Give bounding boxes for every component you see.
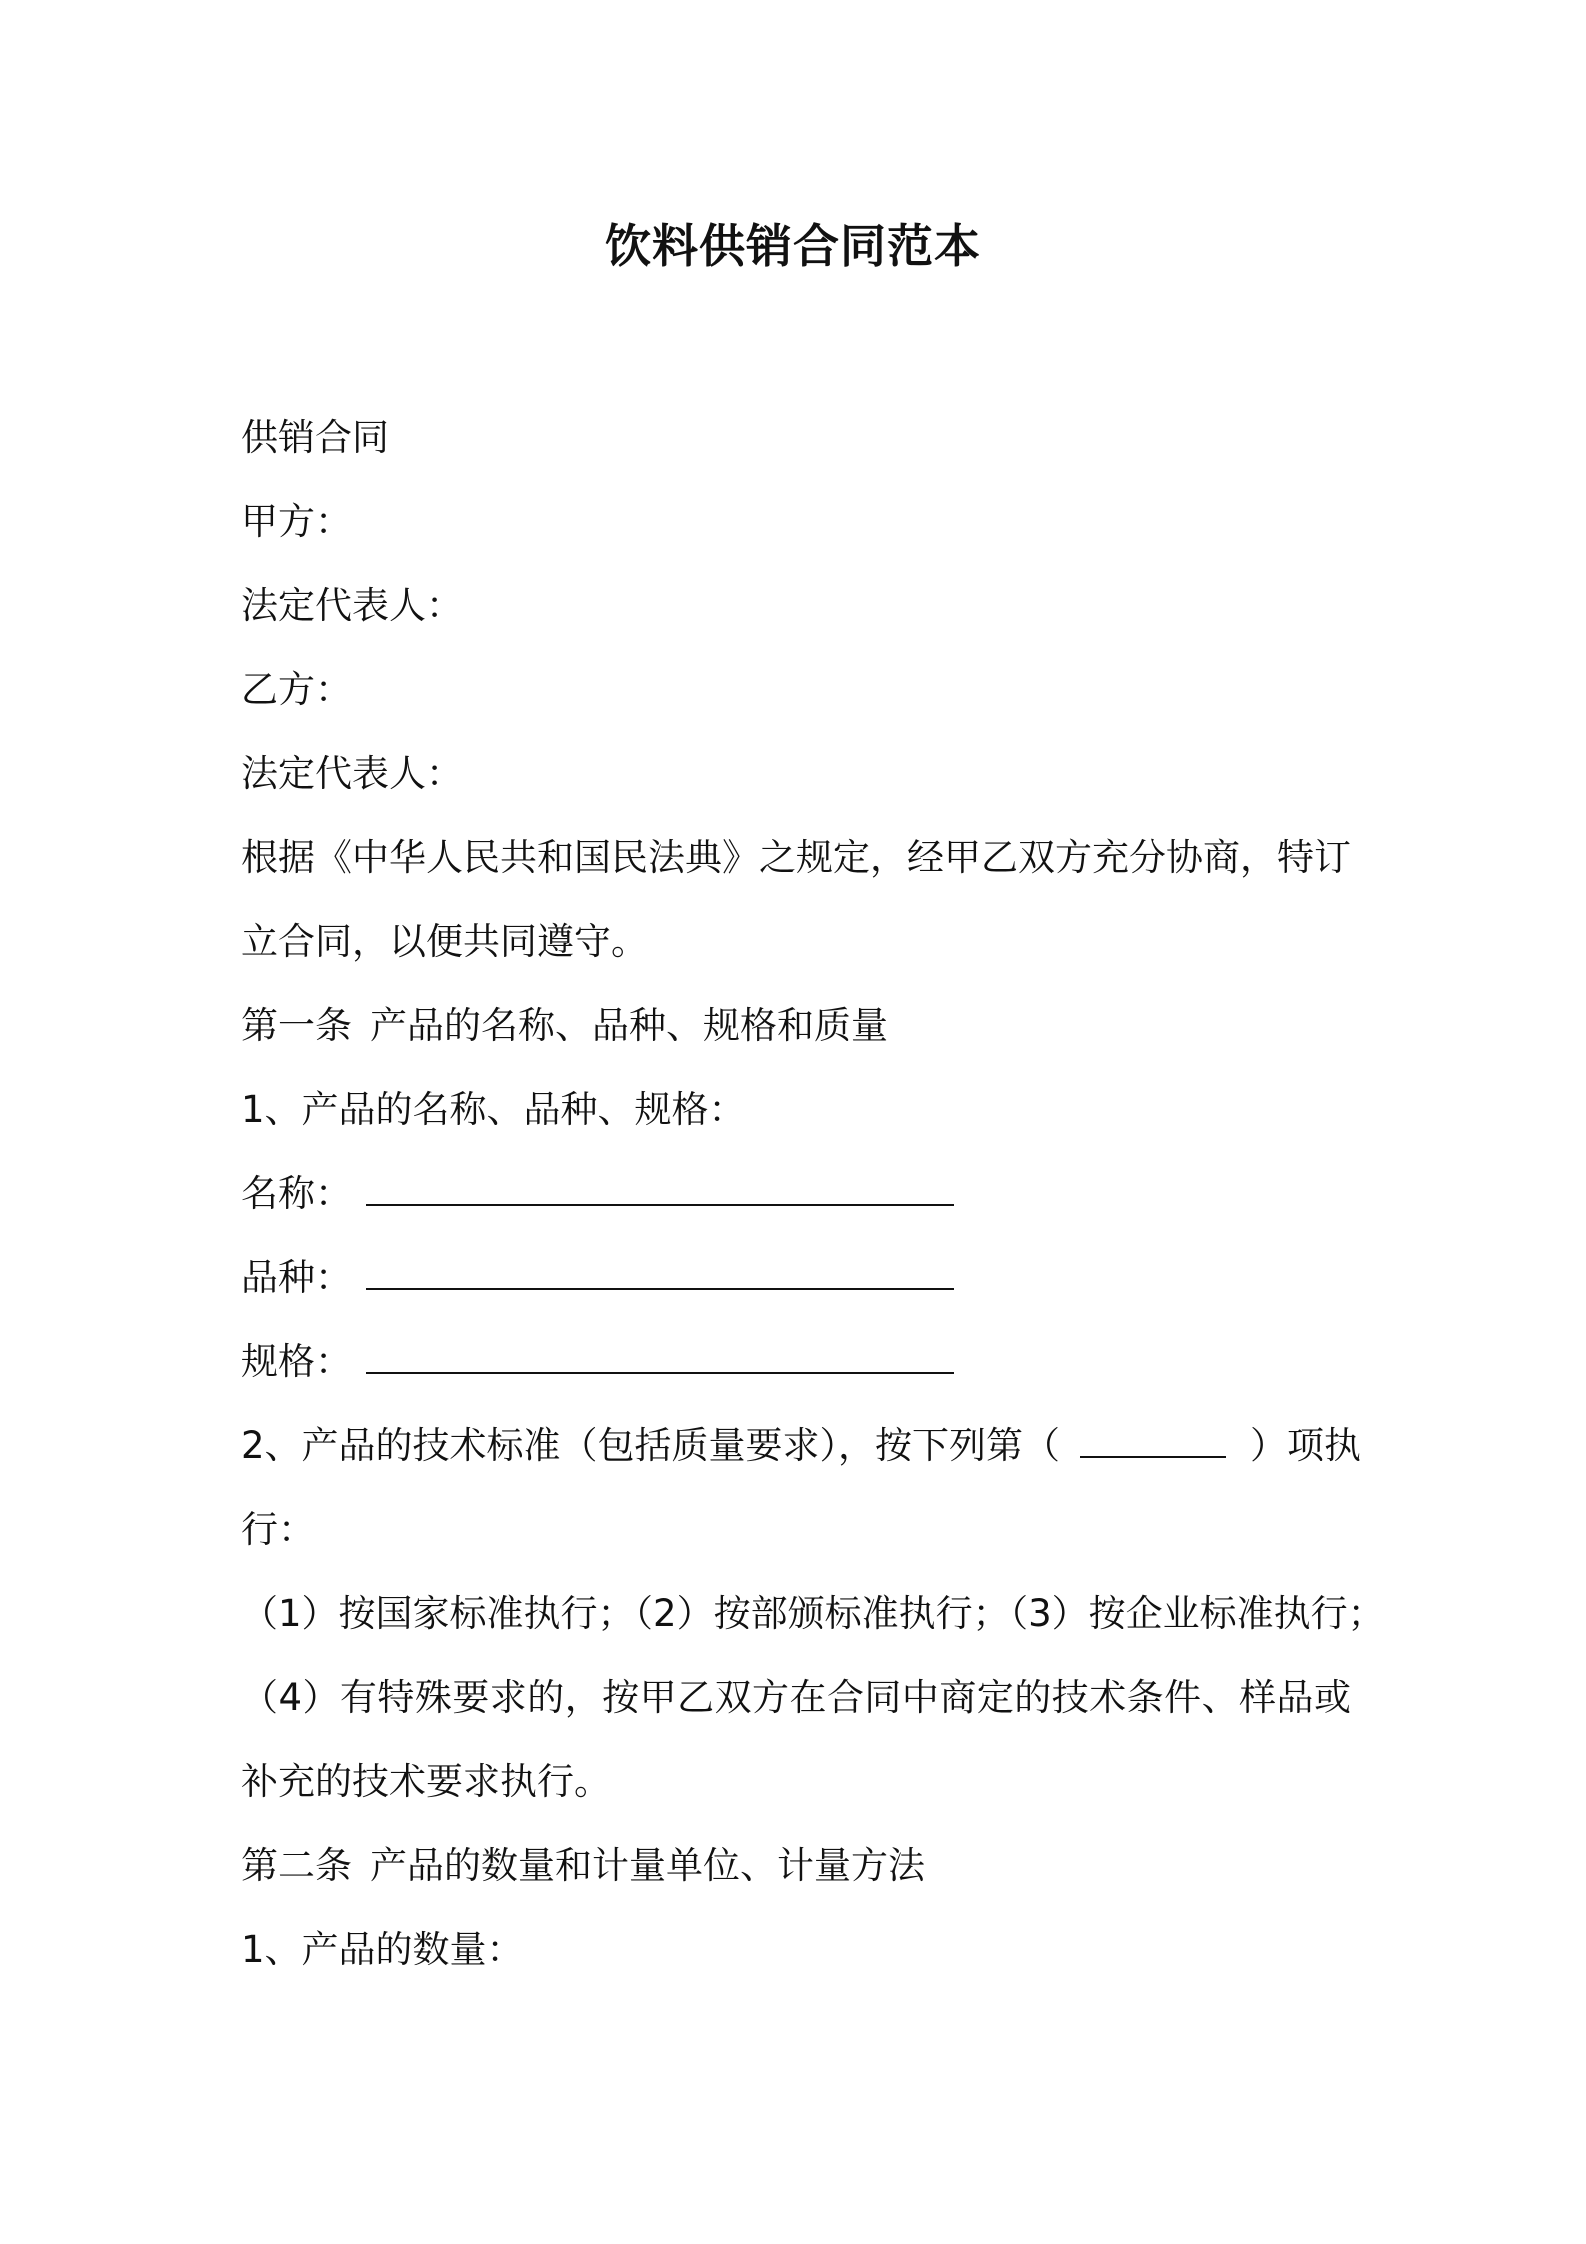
- contract-heading: 供销合同: [241, 416, 389, 459]
- spec-blank-line: [366, 1332, 954, 1374]
- preamble-line-1: 根据《中华人民共和国民法典》之规定，经甲乙双方充分协商，特订: [241, 836, 1351, 879]
- name-blank-line: [366, 1164, 954, 1206]
- spec-field-row: [241, 1332, 1351, 1416]
- item-1-2-row: [241, 1416, 1362, 1500]
- party-b-label: 乙方：: [241, 668, 352, 711]
- name-field-label: 名称：: [241, 1172, 352, 1215]
- standard-options-line-2: （4）有特殊要求的，按甲乙双方在合同中商定的技术条件、样品或: [241, 1676, 1351, 1719]
- item-1-2-text-a: 2、产品的技术标准（包括质量要求），按下列第（: [241, 1424, 1061, 1467]
- standard-options-line-3: 补充的技术要求执行。: [241, 1760, 611, 1803]
- item-1-2-continuation: 行：: [241, 1508, 315, 1551]
- article-1-title: 产品的名称、品种、规格和质量: [370, 1004, 888, 1047]
- variety-blank-line: [366, 1248, 954, 1290]
- article-1-heading: [241, 996, 1351, 1080]
- item-2-1: 1、产品的数量：: [241, 1928, 524, 1971]
- spec-field-label: 规格：: [241, 1340, 352, 1383]
- document-body: [241, 408, 1385, 2004]
- party-a-label: 甲方：: [241, 500, 352, 543]
- item-1-2-text-b: ）项执: [1250, 1424, 1362, 1467]
- article-2-heading: [241, 1836, 1351, 1920]
- standard-options-line-1: （1）按国家标准执行；（2）按部颁标准执行；（3）按企业标准执行；: [241, 1592, 1385, 1635]
- name-field-row: [241, 1164, 1351, 1248]
- variety-field-row: [241, 1248, 1351, 1332]
- document-title: 饮料供销合同范本: [605, 219, 981, 273]
- standard-choice-blank-line: [1080, 1416, 1226, 1458]
- party-a-representative-label: 法定代表人：: [241, 584, 463, 627]
- article-1-number: 第一条: [241, 1004, 352, 1047]
- party-b-representative-label: 法定代表人：: [241, 752, 463, 795]
- item-1-1: 1、产品的名称、品种、规格：: [241, 1088, 746, 1131]
- variety-field-label: 品种：: [241, 1256, 352, 1299]
- preamble-line-2: 立合同，以便共同遵守。: [241, 920, 648, 963]
- article-2-title: 产品的数量和计量单位、计量方法: [370, 1844, 925, 1887]
- article-2-number: 第二条: [241, 1844, 352, 1887]
